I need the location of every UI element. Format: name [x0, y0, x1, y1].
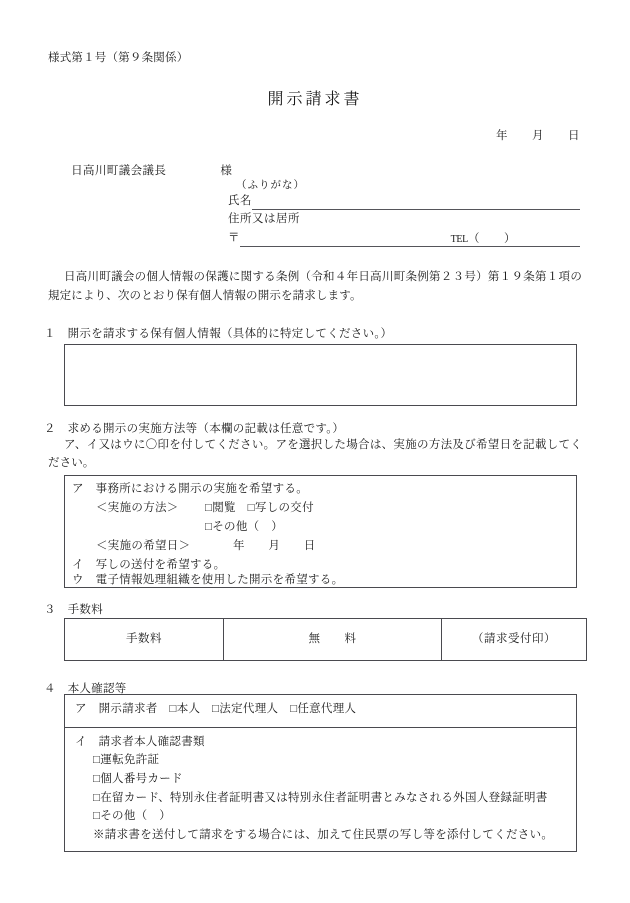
- addressee-name: 日高川町議会議長: [71, 165, 167, 178]
- postal-tel-row: [228, 230, 580, 247]
- receipt-stamp-cell: （請求受付印）: [442, 619, 587, 661]
- identity-verification-table: [64, 694, 577, 852]
- desired-date-label: ＜実施の希望日＞: [96, 540, 191, 552]
- postal-symbol: 〒: [228, 231, 240, 244]
- option-u-electronic-disclosure[interactable]: ウ 電子情報処理組織を使用した開示を希望する。: [72, 574, 344, 586]
- section2-heading: ２ 求める開示の実施方法等（本欄の記載は任意です。）: [44, 423, 345, 435]
- fee-table: [64, 618, 587, 661]
- section3-heading: ３ 手数料: [44, 604, 103, 616]
- tel-field[interactable]: [445, 231, 518, 247]
- section2-note: ア、イ又はウに〇印を付してください。アを選択した場合は、実施の方法及び希望日を記載してください。: [48, 439, 582, 469]
- addressee-honorific: 様: [220, 165, 233, 178]
- intro-paragraph: 日高川町議会の個人情報の保護に関する条例（令和４年日高川町条例第２３号）第１９条第１項の規定により、次のとおり保有個人情報の開示を請求します。: [48, 271, 582, 302]
- table-row: [65, 728, 577, 852]
- section1-entry-box[interactable]: [64, 344, 577, 406]
- form-code-label: 様式第１号（第９条関係）: [48, 52, 189, 64]
- tel-number-input[interactable]: [518, 231, 580, 247]
- method-choice-other[interactable]: □その他（ ）: [205, 521, 284, 533]
- document-option-other[interactable]: □その他（ ）: [93, 810, 172, 823]
- requester-type-row[interactable]: ア 開示請求者 □本人 □法定代理人 □任意代理人: [65, 695, 577, 728]
- tel-label: TEL: [450, 234, 468, 246]
- identity-documents-heading: イ 請求者本人確認書類: [75, 736, 205, 748]
- tel-parens: （ ）: [468, 233, 516, 246]
- address-label: 住所又は居所: [228, 213, 300, 226]
- fee-label-cell: 手数料: [65, 619, 224, 661]
- page-title: 開示請求書: [267, 91, 363, 108]
- option-i-send-copy[interactable]: イ 写しの送付を希望する。: [72, 559, 226, 571]
- document-option-my-number-card[interactable]: □個人番号カード: [93, 772, 183, 785]
- applicant-block: [228, 178, 580, 247]
- addressee-line: [58, 146, 232, 198]
- table-row: [65, 619, 587, 661]
- table-row: [65, 695, 577, 728]
- identity-documents-cell: [65, 728, 577, 852]
- identity-documents-note: ※請求書を送付して請求をする場合には、加えて住民票の写し等を添付してください。: [93, 828, 554, 841]
- name-field-row: [228, 193, 580, 210]
- furigana-label: （ふりがな）: [236, 180, 305, 191]
- section1-heading: １ 開示を請求する保有個人情報（具体的に特定してください。）: [44, 328, 393, 340]
- method-choice-inspection-copy[interactable]: □閲覧 □写しの交付: [205, 502, 314, 514]
- document-option-drivers-license[interactable]: □運転免許証: [93, 754, 160, 767]
- desired-date-input[interactable]: 年 月 日: [233, 540, 316, 552]
- method-label: ＜実施の方法＞: [96, 502, 179, 514]
- date-blank-line: 年 月 日: [496, 130, 580, 142]
- section4-heading: ４ 本人確認等: [44, 683, 127, 695]
- section2-options-box: [64, 475, 577, 588]
- address-input[interactable]: [240, 231, 445, 247]
- name-input[interactable]: [252, 195, 580, 210]
- document-option-residence-card[interactable]: □在留カード、特別永住者証明書又は特別永住者証明書とみなされる外国人登録証明書: [93, 791, 548, 804]
- name-label: 氏名: [228, 195, 252, 208]
- fee-amount-cell: 無 料: [224, 619, 442, 661]
- option-a-office-disclosure[interactable]: ア 事務所における開示の実施を希望する。: [72, 483, 308, 495]
